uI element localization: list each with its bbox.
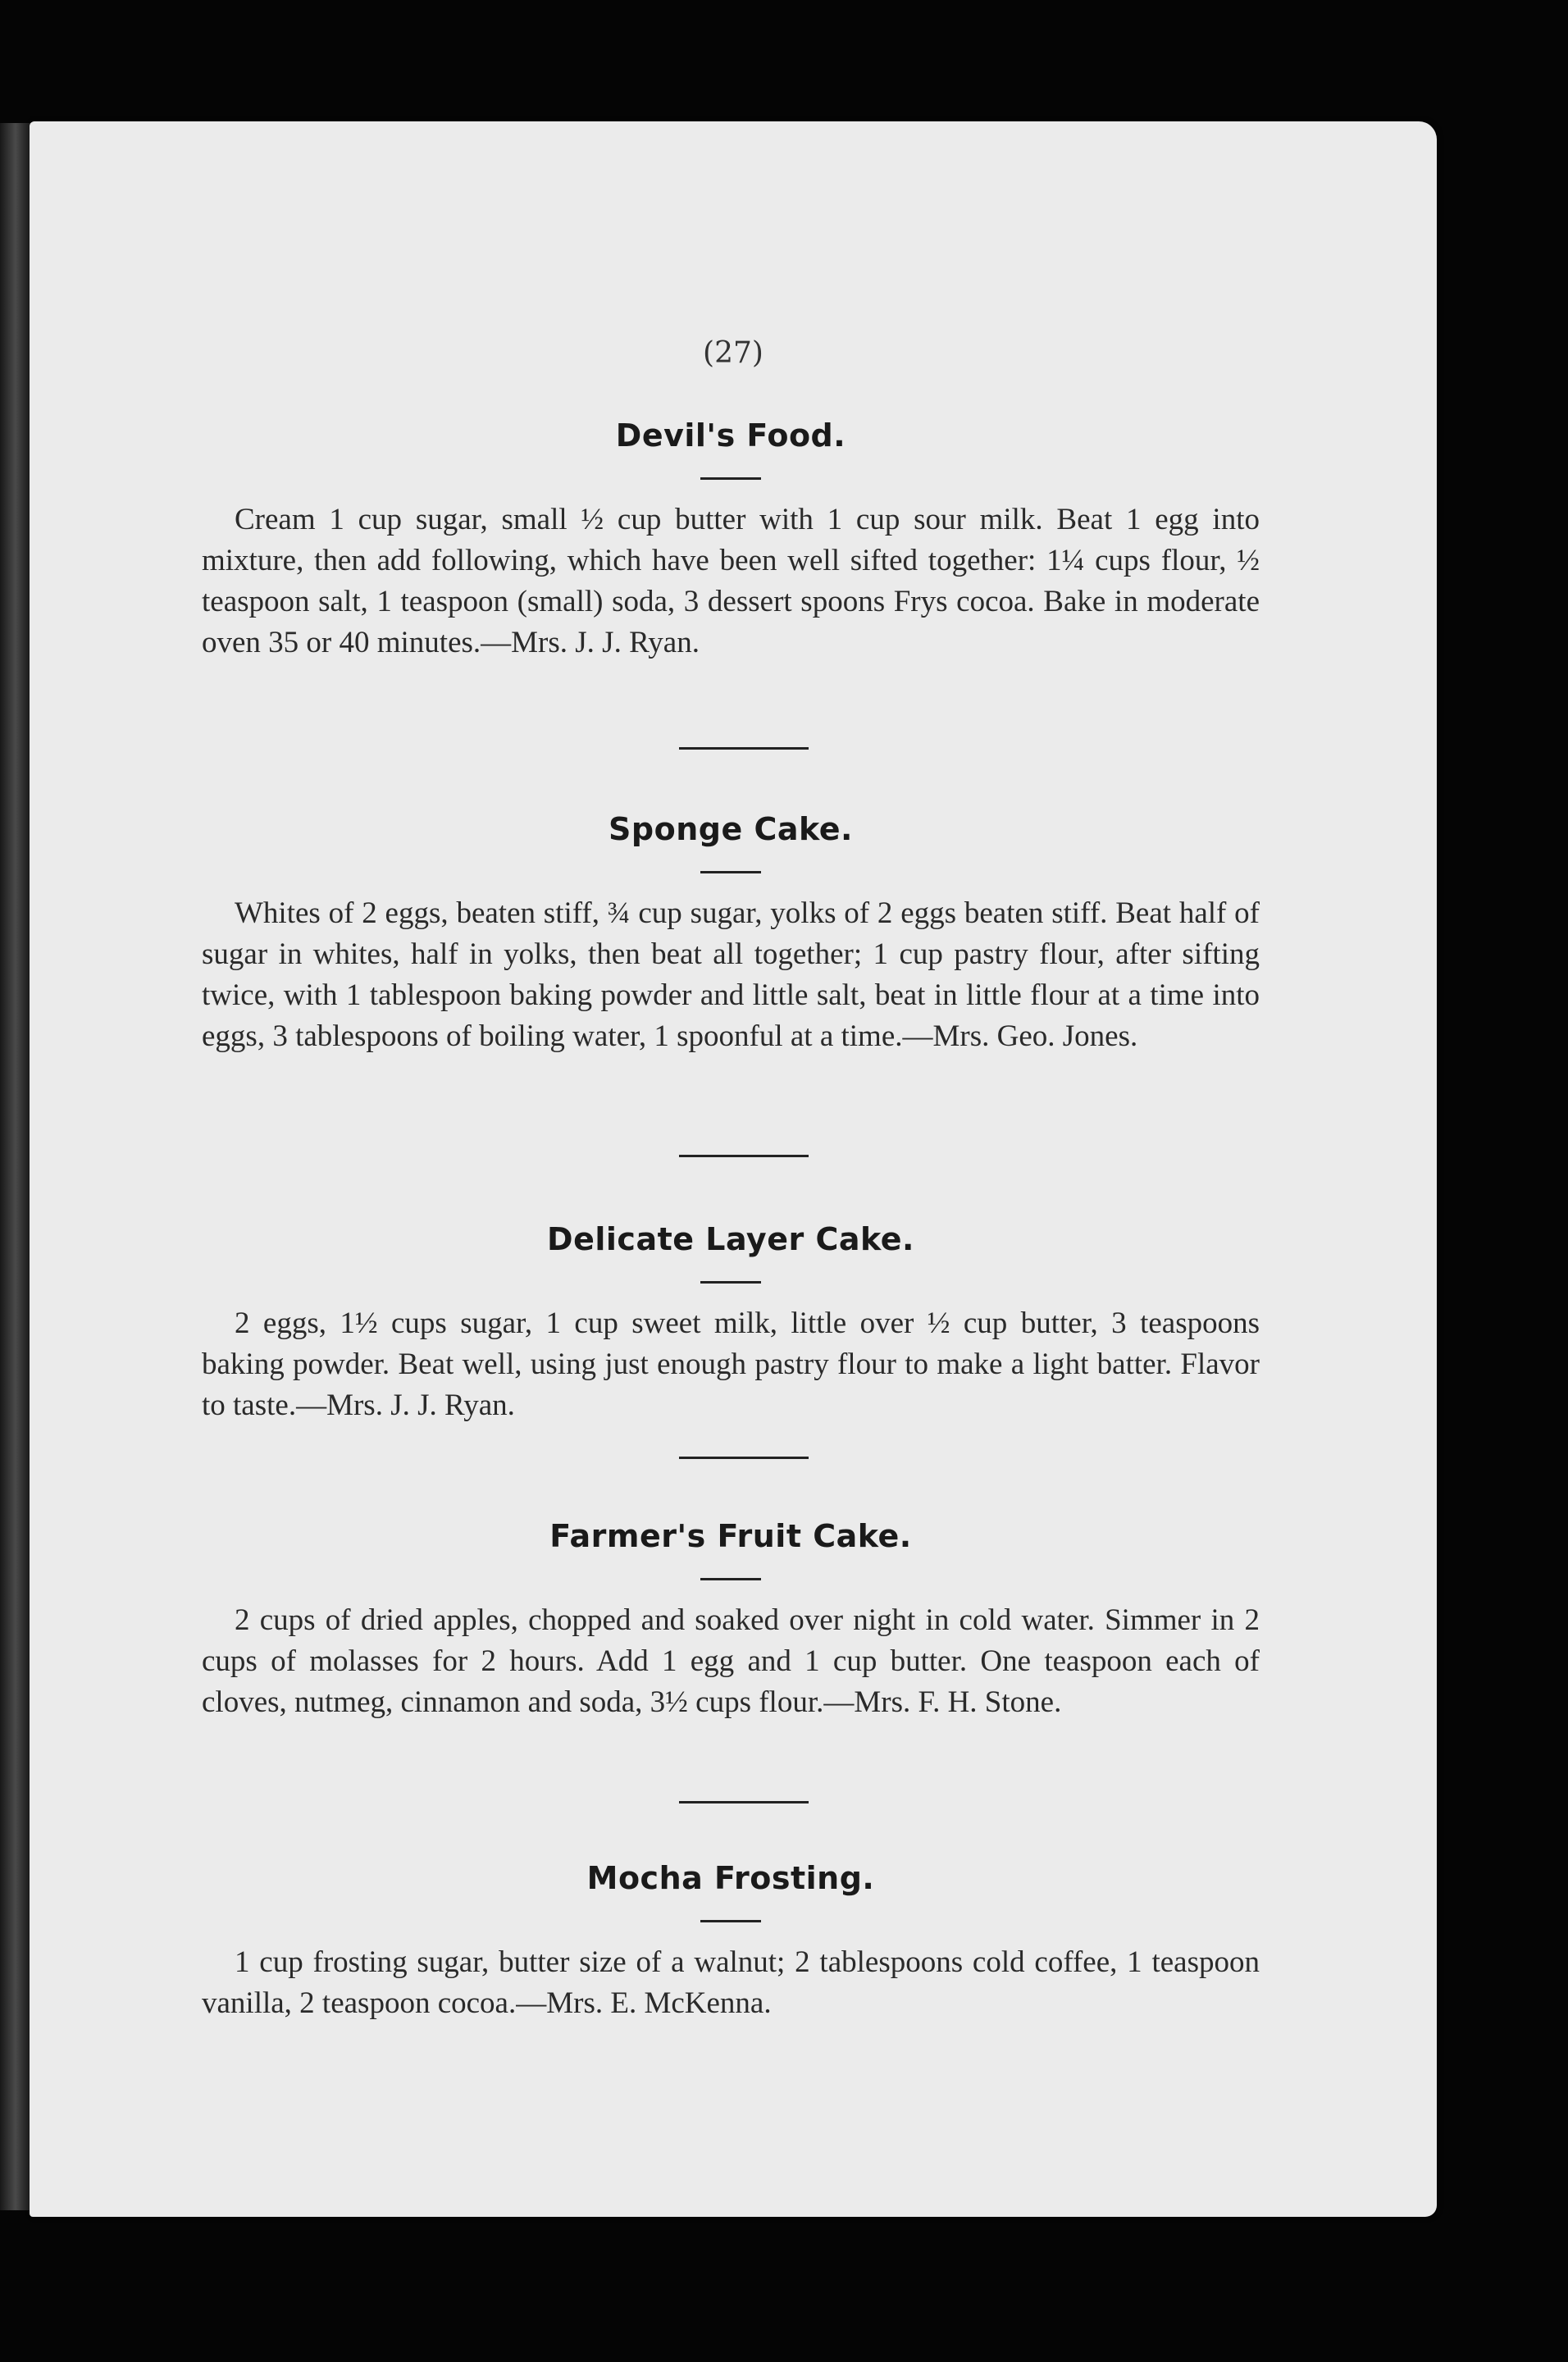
title-divider	[700, 1281, 761, 1284]
recipe-sponge-cake	[202, 809, 1260, 1088]
recipe-title: Delicate Layer Cake.	[547, 1221, 914, 1257]
recipe-farmers-fruit-cake	[202, 1516, 1260, 1753]
recipe-body: Cream 1 cup sugar, small ½ cup butter with 1 cup sour milk. Beat 1 egg into mixture, then add following, which have been well sifted together: 1¼ cups flour, ½ teaspoon salt, 1 teaspoon (small) soda, 3 dessert spoons Frys cocoa. Bake in moderate oven 35 or 40 minutes.—Mrs. J. J. Ryan.	[202, 503, 1260, 659]
section-divider	[679, 1457, 809, 1459]
recipe-devils-food	[202, 415, 1260, 694]
recipe-title: Devil's Food.	[615, 417, 846, 454]
recipe-body: 2 eggs, 1½ cups sugar, 1 cup sweet milk, little over ½ cup butter, 3 teaspoons baking powder. Beat well, using just enough pastry flour to make a light batter. Flavor to taste.—Mrs. J. J. Ryan.	[202, 1306, 1260, 1422]
recipe-body: 2 cups of dried apples, chopped and soaked over night in cold water. Simmer in 2 cups of molasses for 2 hours. Add 1 egg and 1 cup butter. One teaspoon each of cloves, nutmeg, cinnamon and soda, 3½ cups flour.—Mrs. F. H. Stone.	[202, 1603, 1260, 1719]
section-divider	[679, 747, 809, 750]
recipe-title: Sponge Cake.	[609, 811, 853, 847]
title-divider	[700, 871, 761, 873]
recipe-mocha-frosting	[202, 1858, 1260, 2054]
recipe-title: Farmer's Fruit Cake.	[549, 1518, 912, 1554]
title-divider	[700, 1578, 761, 1580]
recipe-body: Whites of 2 eggs, beaten stiff, ¾ cup sugar, yolks of 2 eggs beaten stiff. Beat half of sugar in whites, half in yolks, then beat all together; 1 cup pastry flour, after sifting twice, with 1 tablespoon baking powder and little salt, beat in little flour at a time into eggs, 3 tablespoons of boiling water, 1 spoonful at a time.—Mrs. Geo. Jones.	[202, 896, 1260, 1053]
section-divider	[679, 1801, 809, 1803]
title-divider	[700, 1920, 761, 1922]
recipe-delicate-layer-cake	[202, 1219, 1260, 1457]
book-page	[30, 121, 1437, 2217]
recipe-title: Mocha Frosting.	[586, 1860, 875, 1896]
section-divider	[679, 1155, 809, 1157]
title-divider	[700, 477, 761, 480]
recipe-body: 1 cup frosting sugar, butter size of a walnut; 2 tablespoons cold coffee, 1 teaspoon vanilla, 2 teaspoon cocoa.—Mrs. E. McKenna.	[202, 1945, 1260, 2020]
page-number: (27)	[703, 336, 763, 370]
